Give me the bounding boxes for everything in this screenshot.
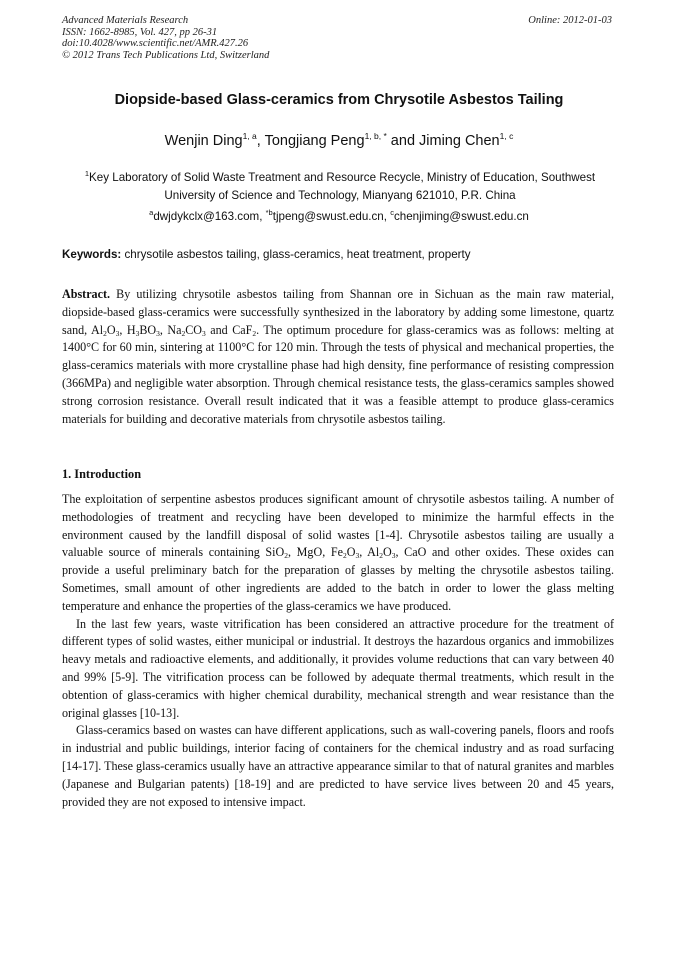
paragraph: The exploitation of serpentine asbestos produces significant amount of chrysotile asbestos tailing. A number of methodologies of treatment and recycling have been developed to minimize the harmful effects in the environment caused by the landfill disposal of solid wastes [1-4]. Chrysotile asbestos tailing are usually a valuable source of minerals containing SiO$_2$, MgO, $Fe_2O_3$, $Al_2O_3$, CaO and other oxides. These oxides can provide a useful preliminary batch for the preparation of glasses by melting the chrysotile asbestos tailing. Sometimes, small amount of other ingredients are added to the batch in order to lower the glass melting temperature and enhance the properties of the glass-ceramics we have produced.	[62, 492, 614, 613]
introduction	[62, 491, 614, 811]
journal-name: Advanced Materials Research	[62, 15, 189, 26]
paper-title: Diopside-based Glass-ceramics from Chrysotile Asbestos Tailing	[114, 92, 564, 108]
chem-formula: $Al_2O_3$	[367, 545, 396, 561]
keywords	[62, 248, 618, 261]
journal-header	[62, 15, 618, 61]
journal-doi: doi:10.4028/www.scientific.net/AMR.427.26	[62, 38, 249, 49]
email-link[interactable]: chenjiming@swust.edu.cn	[393, 209, 529, 223]
journal-issn: ISSN: 1662-8985, Vol. 427, pp 26-31	[62, 26, 218, 38]
affiliation: $^1$Key Laboratory of Solid Waste Treatment and Resource Recycle, Ministry of Education, Southwest University of Science and Technology, Mianyang 621010, P.R. China	[62, 165, 618, 205]
online-date: Online: 2012-01-03	[528, 15, 612, 26]
email-link[interactable]: dwjdykclx@163.com,	[153, 209, 266, 223]
author-superscript: 1, c	[499, 131, 514, 141]
author-superscript: 1, a	[242, 131, 257, 141]
email-link[interactable]: tjpeng@swust.edu.cn,	[272, 209, 391, 223]
author-superscript: 1, b, *	[364, 131, 387, 141]
keywords-text: chrysotile asbestos tailing, glass-ceramics, heat treatment, property	[121, 248, 471, 261]
chem-formula: CaF$_2$	[232, 322, 257, 338]
affiliation-line: University of Science and Technology, Mianyang 621010, P.R. China	[164, 188, 516, 202]
section-heading: 1. Introduction	[62, 467, 142, 481]
chem-formula: MgO	[296, 545, 323, 560]
journal-copyright: © 2012 Trans Tech Publications Ltd, Switzerland	[62, 49, 270, 61]
keywords-label: Keywords:	[62, 248, 122, 261]
author-list: Wenjin Ding$^{1, a}$, Tongjiang Peng$^{1, b, *}$ and Jiming Chen$^{1, c}$	[164, 131, 514, 149]
chem-formula: CaO	[404, 545, 427, 560]
email-list: $^a$dwjdykclx@163.com, $^{*b}$tjpeng@swust.edu.cn, $^c$chenjiming@swust.edu.cn	[149, 208, 529, 223]
chem-formula: $Al_2O_3$	[91, 322, 120, 338]
paragraph: Glass-ceramics based on wastes can have different applications, such as wall-covering panels, floors and roofs in industrial and public buildings, interior facing of containers for the chemical industry and as road surfacing [14-17]. These glass-ceramics usually have an attractive appearance similar to that of natural granites and marbles (Japanese and Bulgarian patents) [18-19] and are predicted to have service lives between 20 and 45 years, provided they are not exposed to intensive impact.	[62, 723, 614, 809]
author-name: Tongjiang Peng	[264, 132, 365, 149]
abstract: Abstract. By utilizing chrysotile asbestos tailing from Shannan ore in Sichuan as the main raw material, diopside-based glass-ceramics were successfully synthesized in the laboratory by adding some limestone, quartz sand, $Al_2O_3$, $H_3BO_3$, $Na_2CO_3$ and CaF$_2$. The optimum procedure for glass-ceramics was as follows: melting at 1400°C for 60 min, sintering at 1100°C for 120 min. Through the tests of physical and mechanical properties, the glass-ceramics materials with more crystalline phase had high density, fine performance of resisting compression (366MPa) and negligible water absorption. Through chemical resistance tests, the glass-ceramics samples showed strong corrosion resistance. Overall result indicated that it was a feasible attempt to produce glass-ceramics materials for building and decorative materials from chrysotile asbestos tailing.	[62, 287, 614, 426]
abstract-label: Abstract.	[62, 287, 111, 301]
chem-formula: $Fe_2O_3$	[330, 545, 360, 561]
chem-formula: SiO$_2$	[265, 545, 288, 561]
author-name: Wenjin Ding	[164, 132, 243, 149]
affiliation-line: Key Laboratory of Solid Waste Treatment and Resource Recycle, Ministry of Education, Southwest	[89, 170, 596, 184]
chem-formula: $H_3BO_3$	[126, 322, 160, 338]
chem-formula: $Na_2CO_3$	[167, 322, 206, 338]
author-name: Jiming Chen	[419, 132, 500, 149]
paragraph: In the last few years, waste vitrification has been considered an attractive procedure for the treatment of different types of solid wastes, either municipal or industrial. It destroys the hazardous organics and immobilizes heavy metals and radioactive elements, and additionally, it provides volume reductions that can vary between 40 and 99% [5-9]. The vitrification process can be followed by adequate thermal treatments, which result in the obtention of glass-ceramics with higher chemical durability, mechanical strength and wear resistance than the original glasses [10-13].	[62, 616, 614, 720]
